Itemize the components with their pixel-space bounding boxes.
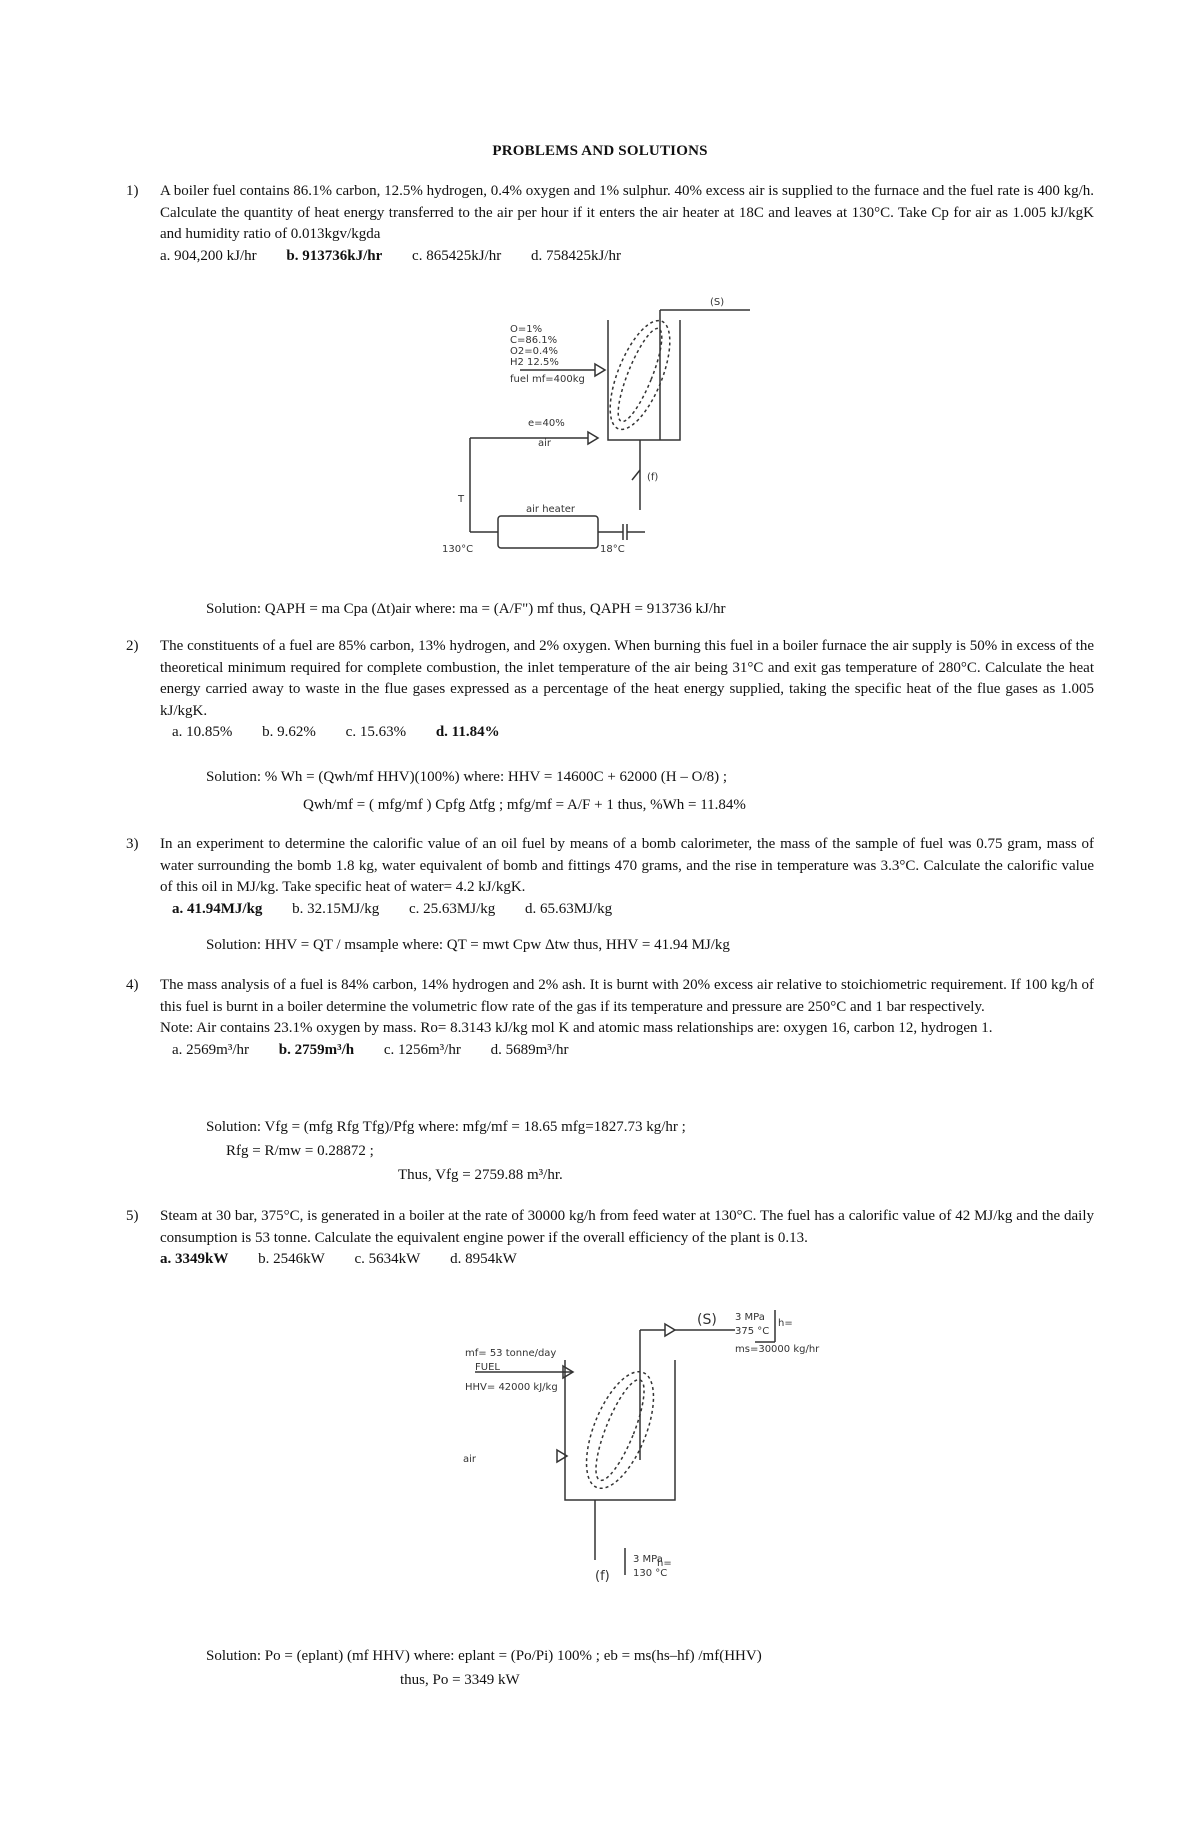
problem-1 xyxy=(126,181,1094,267)
solution-5-line-1: Solution: Po = (eplant) (mf HHV) where: eplant = (Po/Pi) 100% ; eb = ms(hs–hf) /mf(HHV) xyxy=(206,1648,762,1664)
steam-label: (S) xyxy=(697,1312,717,1328)
choices xyxy=(172,1040,1094,1062)
choice-c: c. 15.63% xyxy=(345,724,407,740)
page-title: PROBLEMS AND SOLUTIONS xyxy=(492,143,708,159)
choices xyxy=(172,899,1094,921)
choice-a: a. 904,200 kJ/hr xyxy=(160,247,257,264)
fuel-line-3: HHV= 42000 kJ/kg xyxy=(465,1382,558,1393)
solution-2-line-2: Qwh/mf = ( mfg/mf ) Cpfg Δtfg ; mfg/mf = A/F + 1 thus, %Wh = 11.84% xyxy=(303,797,746,813)
choice-a-answer: a. 3349kW xyxy=(160,1251,229,1267)
problem-number: 4) xyxy=(126,977,139,993)
choice-c: c. 5634kW xyxy=(354,1251,421,1267)
choice-a-answer: a. 41.94MJ/kg xyxy=(172,900,263,917)
choice-d: d. 5689m³/hr xyxy=(490,1041,569,1058)
boiler-diagram-1 xyxy=(440,280,770,560)
problem-text: In an experiment to determine the calorific value of an oil fuel by means of a bomb calorimeter, the mass of the sample of fuel was 0.75 gram, mass of water surrounding the bomb 1.8 kg, water equivalent of bomb and fittings 470 grams, and the rise in temperature was 3.3°C. Calculate the calorific value of this oil in MJ/kg. Take specific heat of water= 4.2 kJ/kgK. xyxy=(160,836,1094,895)
air-label: e=40% xyxy=(528,418,565,429)
solution-5-line-2: thus, Po = 3349 kW xyxy=(400,1672,520,1688)
problem-number: 3) xyxy=(126,836,139,852)
problem-number: 5) xyxy=(126,1208,139,1224)
problem-text: Steam at 30 bar, 375°C, is generated in a boiler at the rate of 30000 kg/h from feed water at 130°C. The fuel has a calorific value of 42 MJ/kg and the daily consumption is 53 tonne. Calculate the equivalent engine power if the overall efficiency of the plant is 0.13. xyxy=(160,1208,1094,1246)
choice-c: c. 25.63MJ/kg xyxy=(409,900,496,917)
steam-line-1: 3 MPa xyxy=(735,1312,765,1323)
choice-b: b. 2546kW xyxy=(258,1251,325,1267)
fuel-line-1: mf= 53 tonne/day xyxy=(465,1348,557,1359)
air-word: air xyxy=(538,438,552,449)
fuel-line-2: C=86.1% xyxy=(510,335,558,346)
problem-4 xyxy=(126,975,1094,1061)
choice-d: d. 8954kW xyxy=(450,1251,517,1267)
solution-4-line-3: Thus, Vfg = 2759.88 m³/hr. xyxy=(398,1167,563,1183)
problem-2 xyxy=(126,636,1094,744)
solution-1: Solution: QAPH = ma Cpa (Δt)air where: ma = (A/F") mf thus, QAPH = 913736 kJ/hr xyxy=(206,601,726,617)
choice-b-answer: b. 2759m³/h xyxy=(278,1041,355,1058)
choices xyxy=(160,246,1094,268)
fuel-line-5: fuel mf=400kg xyxy=(510,374,585,385)
choices xyxy=(160,1249,1094,1271)
problem-5 xyxy=(126,1206,1094,1271)
solution-4-line-2: Rfg = R/mw = 0.28872 ; xyxy=(226,1143,374,1159)
choice-c: c. 865425kJ/hr xyxy=(412,247,502,264)
feed-enthalpy: h= xyxy=(657,1558,672,1569)
feed-label: (f) xyxy=(595,1569,610,1584)
fuel-line-2: FUEL xyxy=(475,1362,500,1373)
choice-a: a. 10.85% xyxy=(172,724,233,740)
left-label: T xyxy=(458,494,465,505)
problem-text: A boiler fuel contains 86.1% carbon, 12.5% hydrogen, 0.4% oxygen and 1% sulphur. 40% excess air is supplied to the furnace and the fuel rate is 400 kg/h. Calculate the quantity of heat energy transferred to the air per hour if it enters the air heater at 18C and leaves at 130°C. Take Cp for air as 1.005 kJ/kgK and humidity ratio of 0.013kgv/kgda xyxy=(160,183,1094,242)
steam-line-3: ms=30000 kg/hr xyxy=(735,1344,820,1355)
choice-b-answer: b. 913736kJ/hr xyxy=(286,247,383,264)
problem-text: The mass analysis of a fuel is 84% carbon, 14% hydrogen and 2% ash. It is burnt with 20% excess air relative to stoichiometric requirement. If 100 kg/h of this fuel is burnt in a boiler determine the volumetric flow rate of the gas if its temperature and pressure are 250°C and 1 bar respectively. xyxy=(160,977,1094,1015)
fuel-line-1: O=1% xyxy=(510,324,543,335)
heater-label: air heater xyxy=(526,504,575,515)
steam-enthalpy: h= xyxy=(778,1318,793,1329)
choice-b: b. 9.62% xyxy=(262,724,316,740)
temp-out: 130°C xyxy=(442,544,474,555)
air-word: air xyxy=(463,1454,477,1465)
choice-d: d. 758425kJ/hr xyxy=(530,247,621,264)
temp-in: 18°C xyxy=(600,544,625,555)
feed-label: (f) xyxy=(647,472,659,483)
choice-b: b. 32.15MJ/kg xyxy=(292,900,380,917)
solution-3: Solution: HHV = QT / msample where: QT = mwt Cpw Δtw thus, HHV = 41.94 MJ/kg xyxy=(206,937,730,953)
choice-a: a. 2569m³/hr xyxy=(172,1041,249,1058)
solution-4-line-1: Solution: Vfg = (mfg Rfg Tfg)/Pfg where: mfg/mf = 18.65 mfg=1827.73 kg/hr ; xyxy=(206,1119,686,1135)
feed-line-1: 3 MPa xyxy=(633,1554,663,1565)
problem-3 xyxy=(126,834,1094,920)
choice-c: c. 1256m³/hr xyxy=(383,1041,461,1058)
problem-number: 2) xyxy=(126,638,139,654)
fuel-line-3: O2=0.4% xyxy=(510,346,559,357)
steam-label: (S) xyxy=(710,297,725,308)
boiler-diagram-5 xyxy=(455,1300,855,1590)
problem-text: The constituents of a fuel are 85% carbon, 13% hydrogen, and 2% oxygen. When burning this fuel in a boiler furnace the air supply is 50% in excess of the theoretical minimum required for complete combustion, the inlet temperature of the air being 31°C and exit gas temperature of 280°C. Calculate the heat energy carried away to waste in the flue gases expressed as a percentage of the heat energy supplied, taking the specific heat of the flue gases as 1.005 kJ/kgK. xyxy=(160,638,1094,719)
feed-line-2: 130 °C xyxy=(633,1568,668,1579)
fuel-line-4: H2 12.5% xyxy=(510,357,559,368)
steam-line-2: 375 °C xyxy=(735,1326,770,1337)
problem-number: 1) xyxy=(126,183,139,199)
choice-d-answer: d. 11.84% xyxy=(435,724,500,740)
choices xyxy=(172,722,1094,744)
solution-2-line-1: Solution: % Wh = (Qwh/mf HHV)(100%) where: HHV = 14600C + 62000 (H – O/8) ; xyxy=(206,769,728,785)
choice-d: d. 65.63MJ/kg xyxy=(525,900,613,917)
problem-note: Note: Air contains 23.1% oxygen by mass. Ro= 8.3143 kJ/kg mol K and atomic mass relationships are: oxygen 16, carbon 12, hydrogen 1. xyxy=(160,1020,993,1036)
